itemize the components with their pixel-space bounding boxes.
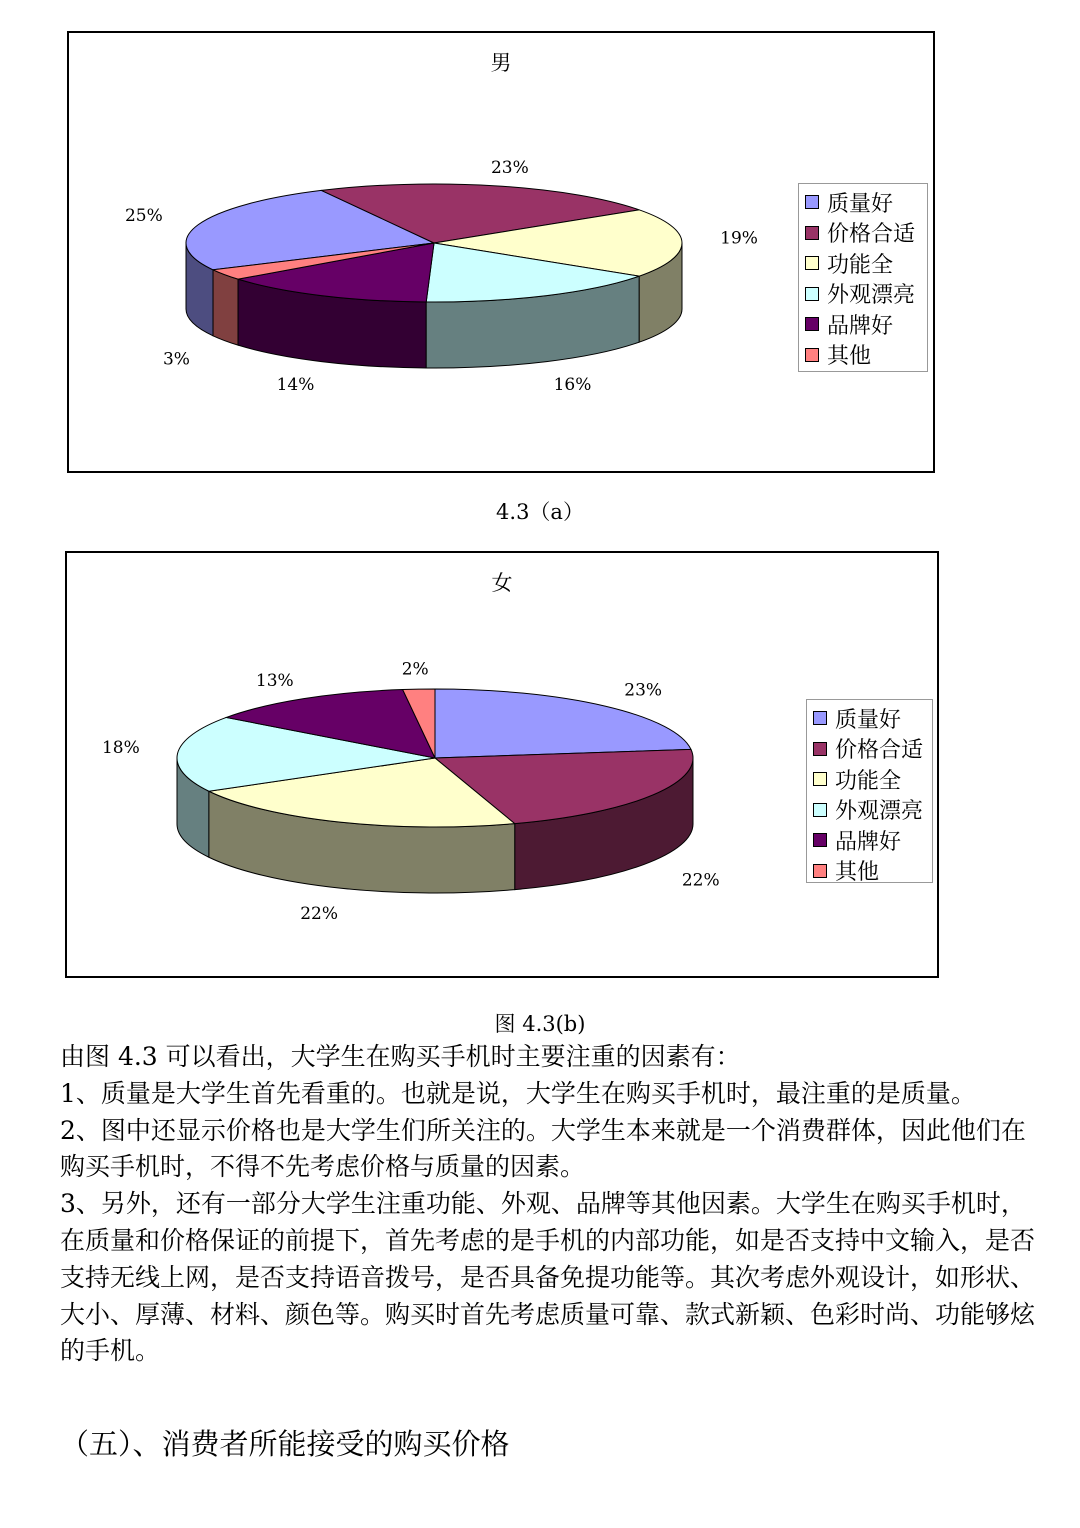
legend-swatch [805, 195, 819, 209]
chart-title: 男 [490, 51, 512, 75]
pie-value-label: 13% [255, 671, 294, 692]
paragraph: 2、图中还显示价格也是大学生们所关注的。大学生本来就是一个消费群体，因此他们在购买手机时，不得不先考虑价格与质量的因素。 [60, 1115, 1026, 1182]
pie-value-label: 22% [681, 870, 720, 891]
legend-swatch [805, 256, 819, 270]
pie-value-label: 25% [124, 206, 163, 227]
legend-label: 功能全 [835, 768, 902, 794]
chart-legend [806, 699, 933, 886]
pie-value-label: 2% [401, 659, 429, 680]
legend-label: 外观漂亮 [835, 799, 924, 825]
paragraph: 3、另外，还有一部分大学生注重功能、外观、品牌等其他因素。大学生在购买手机时，在质量和价格保证的前提下，首先考虑的是手机的内部功能，如是否支持中文输入，是否支持无线上网，是否支持语音拨号，是否具备免提功能等。其次考虑外观设计，如形状、大小、厚薄、材料、颜色等。购买时首先考虑质量可靠、款式新颖、色彩时尚、功能够炫的手机。 [60, 1189, 1036, 1366]
chart-title: 女 [491, 571, 513, 595]
legend-item [805, 309, 921, 340]
legend-item [813, 703, 926, 734]
legend-item [805, 340, 921, 371]
legend-label: 品牌好 [835, 829, 902, 855]
legend-label: 质量好 [827, 191, 894, 217]
legend-item [813, 795, 926, 826]
legend-swatch [813, 833, 827, 847]
legend-swatch [805, 348, 819, 362]
chart-female [65, 551, 939, 978]
legend-item [813, 856, 926, 887]
body-text [60, 1039, 1035, 1370]
legend-label: 其他 [835, 860, 880, 886]
chart-male [67, 31, 935, 473]
legend-item [813, 764, 926, 795]
legend-label: 价格合适 [827, 222, 916, 248]
legend-swatch [813, 711, 827, 725]
legend-swatch [813, 864, 827, 878]
figure-caption-a: 4.3（a） [496, 500, 584, 524]
legend-swatch [813, 772, 827, 786]
legend-item [805, 187, 921, 218]
paragraph: 1、质量是大学生首先看重的。也就是说，大学生在购买手机时，最注重的是质量。 [60, 1078, 976, 1108]
legend-swatch [813, 803, 827, 817]
legend-label: 价格合适 [835, 738, 924, 764]
chart-legend [798, 183, 928, 372]
pie-slice-side [213, 270, 238, 345]
legend-label: 外观漂亮 [827, 283, 916, 309]
paragraph: 由图 4.3 可以看出，大学生在购买手机时主要注重的因素有： [60, 1042, 741, 1071]
pie-value-label: 14% [276, 375, 315, 396]
section-heading: （五）、消费者所能接受的购买价格 [60, 1427, 510, 1461]
legend-label: 质量好 [835, 707, 902, 733]
pie-value-label: 22% [300, 903, 339, 924]
figure-caption-b: 图 4.3(b) [494, 1012, 586, 1036]
pie-value-label: 23% [624, 680, 663, 701]
legend-swatch [805, 287, 819, 301]
pie-value-label: 23% [490, 158, 529, 179]
pie-value-label: 16% [553, 375, 592, 396]
legend-swatch [805, 226, 819, 240]
legend-label: 其他 [827, 344, 872, 370]
legend-item [813, 734, 926, 765]
pie-value-label: 18% [101, 738, 140, 759]
legend-swatch [813, 742, 827, 756]
legend-label: 品牌好 [827, 313, 894, 339]
legend-item [805, 218, 921, 249]
legend-swatch [805, 317, 819, 331]
pie-value-label: 3% [162, 349, 190, 370]
legend-item [813, 825, 926, 856]
legend-label: 功能全 [827, 252, 894, 278]
legend-item [805, 248, 921, 279]
pie-value-label: 19% [720, 228, 758, 249]
legend-item [805, 279, 921, 310]
